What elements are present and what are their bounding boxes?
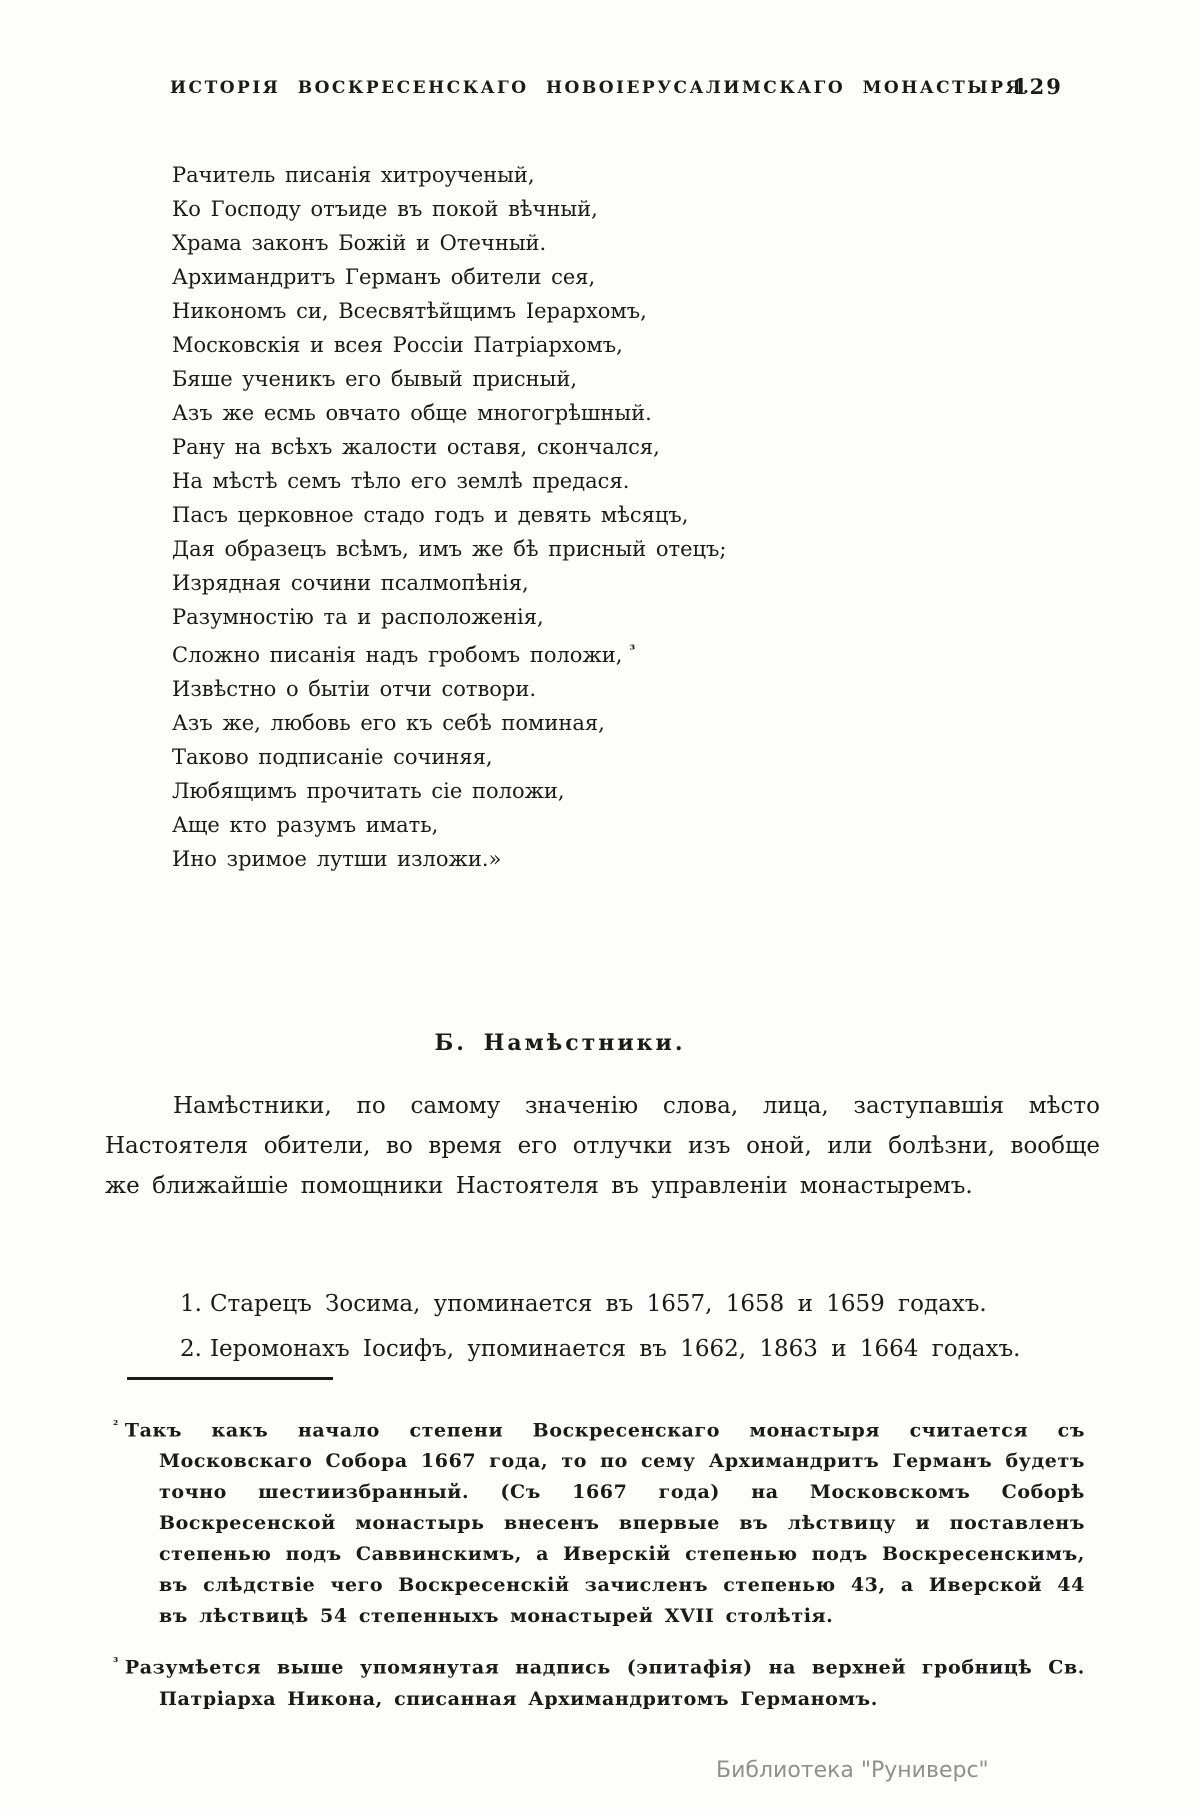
poem-line-text: Азъ же, любовь его къ себѣ поминая, [172,711,605,735]
poem-line-text: Пасъ церковное стадо годъ и девять мѣсяцъ, [172,503,689,527]
poem-line [172,634,992,672]
epitaph-poem [172,158,992,876]
poem-line [172,740,992,774]
poem-line [172,396,992,430]
poem-line [172,430,992,464]
list-item [105,1282,1105,1327]
footnote-text: Разумѣется выше упомянутая надпись (эпитафія) на верхней гробницѣ Св. Патріарха Никона, списанная Архимандритомъ Германомъ. [124,1656,1085,1710]
section-heading: Б. Намѣстники. [434,1030,686,1056]
footnotes-block [113,1410,1085,1730]
running-title: ИСТОРІЯ ВОСКРЕСЕНСКАГО НОВОІЕРУСАЛИМСКАГО МОНАСТЫРЯ. [170,78,1032,98]
poem-line [172,498,992,532]
poem-line-text: Разумностію та и расположенія, [172,605,544,629]
poem-line [172,328,992,362]
poem-line [172,464,992,498]
poem-line-text: Изрядная сочини псалмопѣнія, [172,571,529,595]
poem-line-text: Рачитель писанія хитроученый, [172,163,535,187]
poem-line-text: Ино зримое лутши изложи.» [172,847,502,871]
poem-line [172,774,992,808]
poem-line [172,294,992,328]
footnote [113,1410,1085,1632]
poem-line-text: Извѣстно о бытіи отчи сотвори. [172,677,537,701]
poem-line [172,362,992,396]
list-item-number: 1. [180,1291,202,1317]
poem-line [172,260,992,294]
poem-line-text: Дая образецъ всѣмъ, имъ же бѣ присный отецъ; [172,537,727,561]
poem-line [172,600,992,634]
library-watermark: Библиотека "Руниверс" [716,1758,989,1783]
list-item [105,1327,1105,1372]
poem-line-text: Аще кто разумъ имать, [172,813,439,837]
poem-line-text: Таково подписаніе сочиняя, [172,745,493,769]
poem-line-text: Никономъ си, Всесвятѣйщимъ Іерархомъ, [172,299,647,323]
footnote [113,1647,1085,1714]
footnote-text: Такъ какъ начало степени Воскресенскаго монастыря считается съ Московскаго Собора 1667 года, то по сему Архимандритъ Германъ будетъ точно шестиизбранный. (Съ 1667 года) на Московскомъ Соборѣ Воскресенской монастырь внесенъ впервые въ лѣствицу и поставленъ степенью подъ Саввинскимъ, а Иверскій степенью подъ Воскресенскимъ, въ слѣдствіе чего Воскресенскій зачисленъ степенью 43, а Иверской 44 въ лѣствицѣ 54 степенныхъ монастырей XVII столѣтія. [124,1419,1085,1628]
poem-line [172,192,992,226]
poem-line-text: Сложно писанія надъ гробомъ положи, [172,643,623,667]
poem-line [172,808,992,842]
list-item-number: 2. [180,1336,202,1362]
poem-line-text: Бяше ученикъ его бывый присный, [172,367,578,391]
poem-line [172,532,992,566]
poem-line-text: На мѣстѣ семъ тѣло его землѣ предася. [172,469,630,493]
poem-line [172,706,992,740]
poem-line-text: Храма законъ Божій и Отечный. [172,231,547,255]
poem-line-text: Московскія и всея Россіи Патріархомъ, [172,333,623,357]
vicars-list [105,1282,1105,1372]
list-item-text: Старецъ Зосима, упоминается въ 1657, 1658 и 1659 годахъ. [209,1291,987,1317]
list-item-text: Іеромонахъ Іосифъ, упоминается въ 1662, 1863 и 1664 годахъ. [209,1336,1021,1362]
footnote-marker: ² [113,1418,119,1432]
poem-line [172,226,992,260]
poem-line-text: Рану на всѣхъ жалости оставя, скончался, [172,435,660,459]
poem-line [172,566,992,600]
poem-line [172,158,992,192]
poem-line-text: Ко Господу отъиде въ покой вѣчный, [172,197,598,221]
intro-paragraph: Намѣстники, по самому значенію слова, лица, заступавшія мѣсто Настоятеля обители, во время его отлучки изъ оной, или болѣзни, вообще же ближайшіе помощники Настоятеля въ управленіи монастыремъ. [105,1093,1100,1199]
poem-line-text: Азъ же есмь овчато обще многогрѣшный. [172,401,652,425]
poem-line-text: Архимандритъ Германъ обители сея, [172,265,596,289]
footnote-reference: ³ [629,643,636,658]
poem-line [172,842,992,876]
footnote-marker: ³ [113,1655,119,1670]
footnote-separator-rule [127,1377,333,1380]
poem-line-text: Любящимъ прочитать сіе положи, [172,779,565,803]
page-number: 129 [1013,74,1063,99]
poem-line [172,672,992,706]
